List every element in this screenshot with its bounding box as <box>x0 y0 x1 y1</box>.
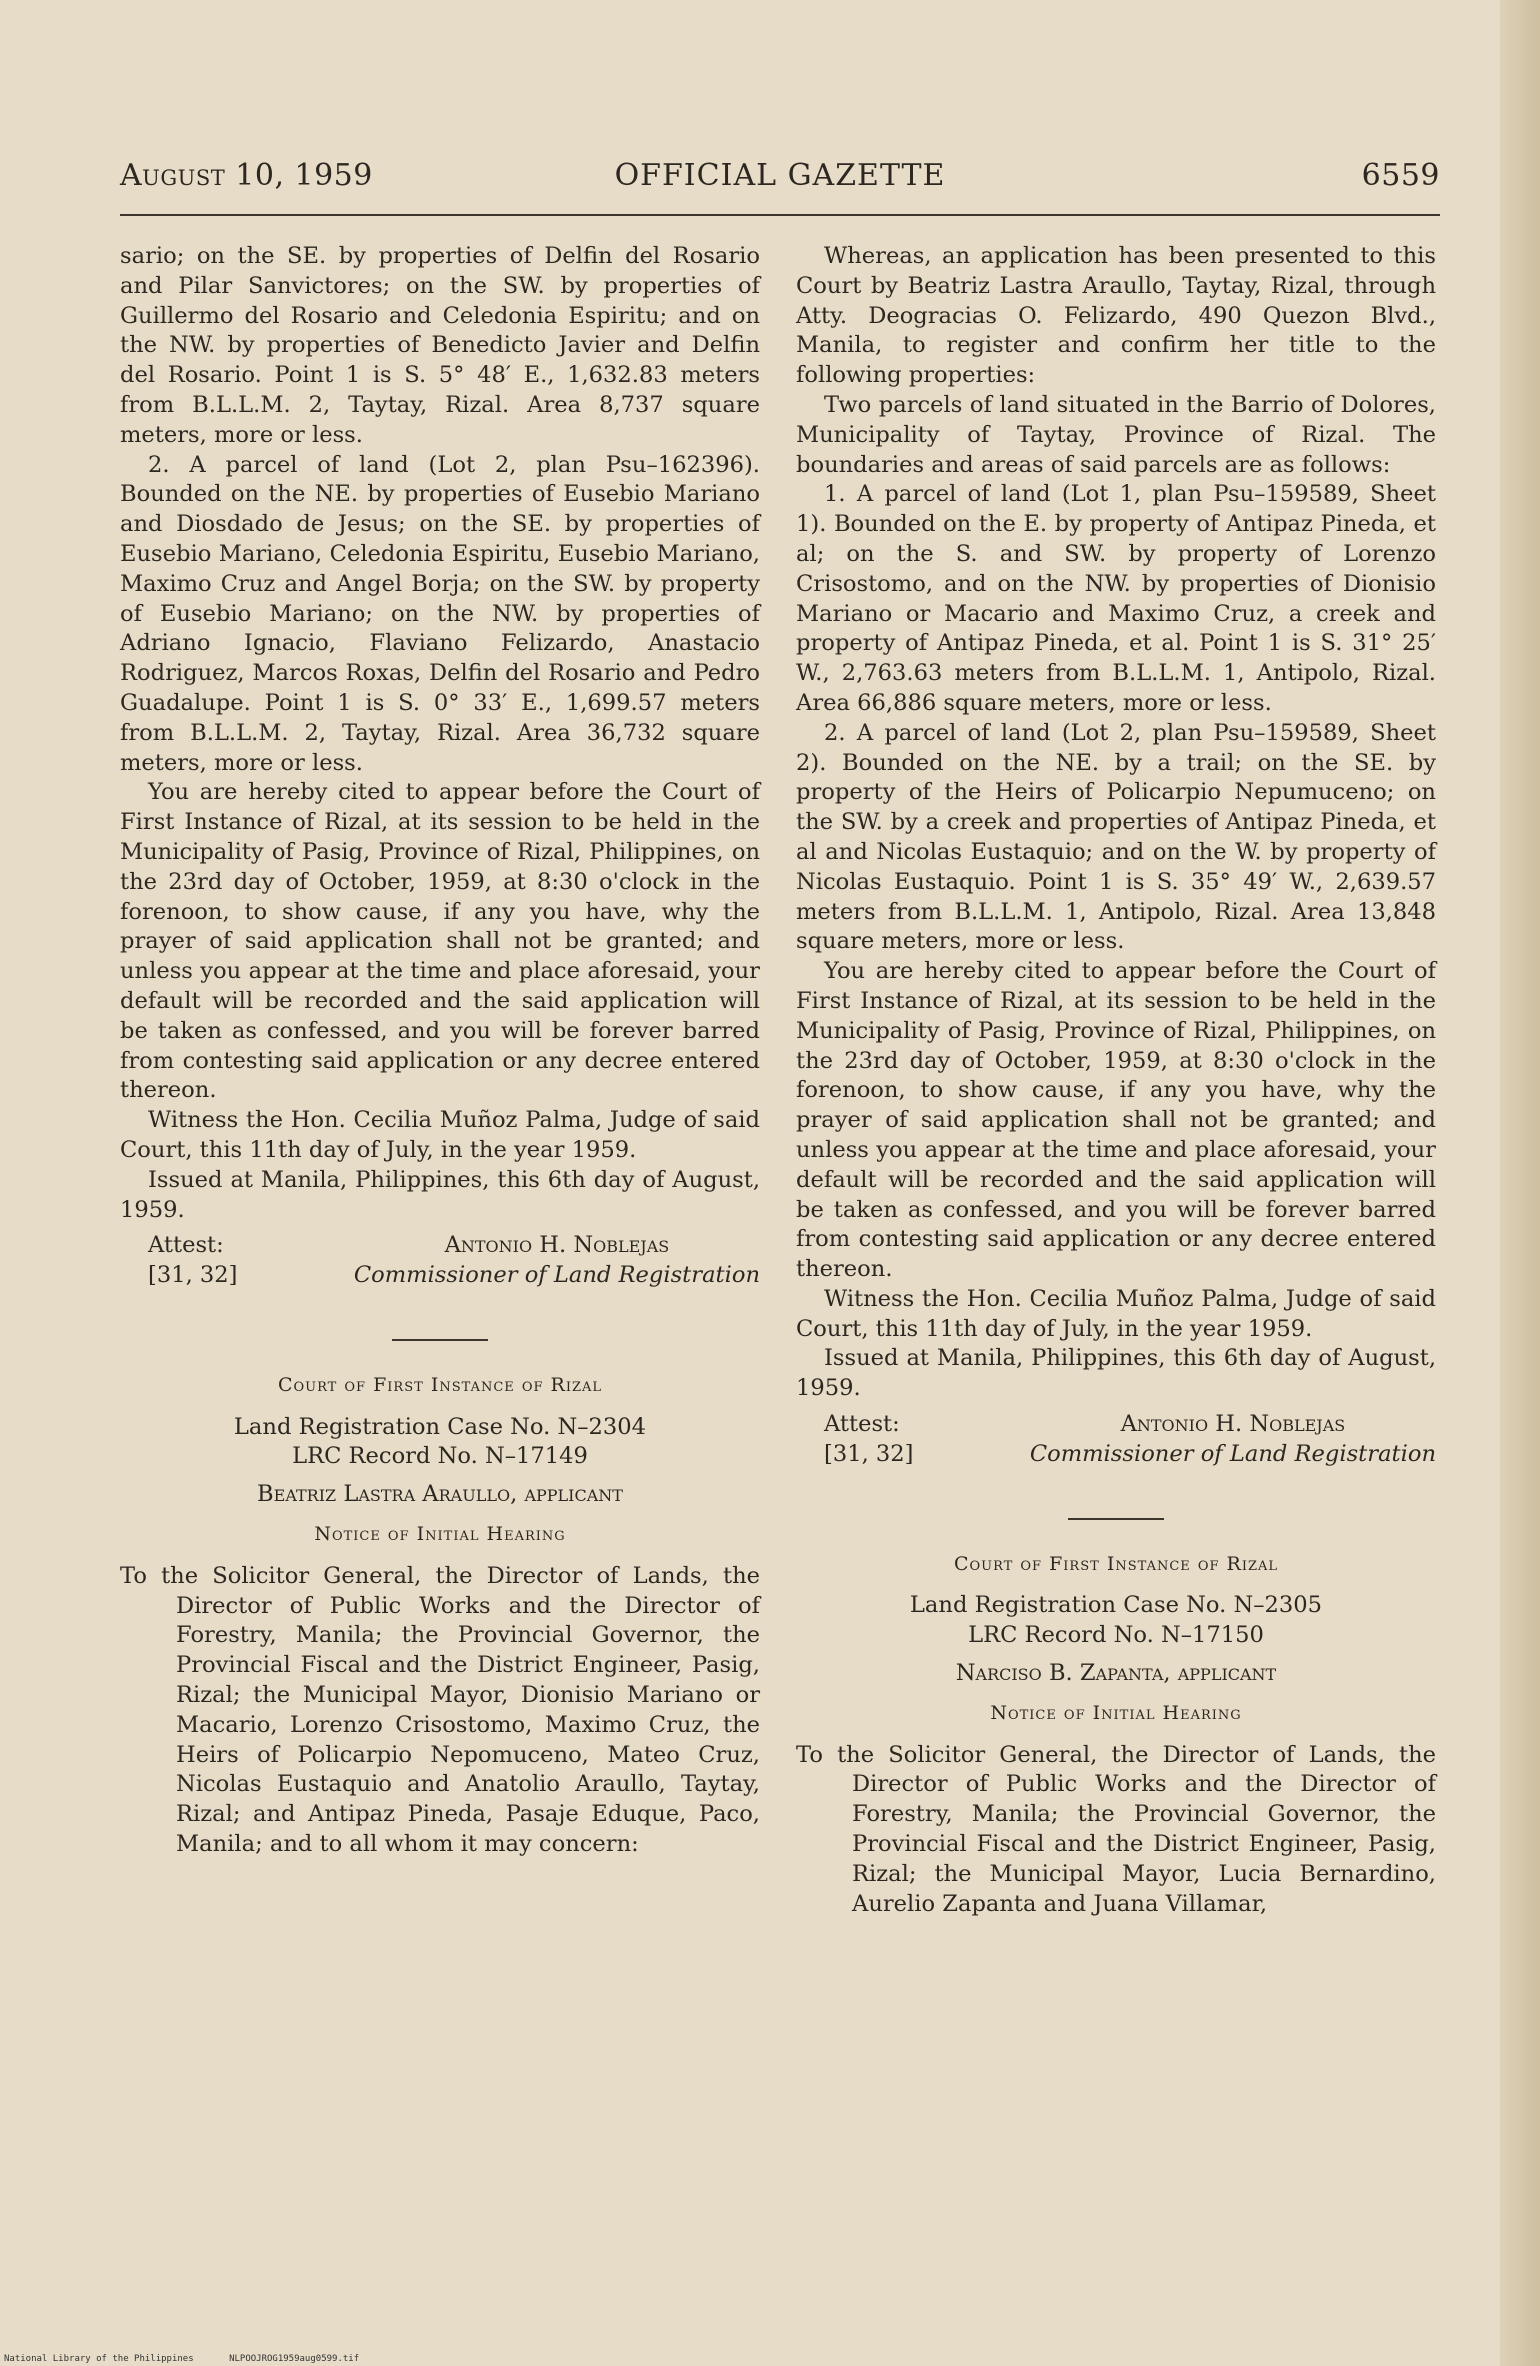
attest-label: Attest: <box>148 1232 224 1259</box>
header-title: OFFICIAL GAZETTE <box>614 158 946 193</box>
left-column <box>120 242 760 1860</box>
paragraph: Issued at Manila, Philippines, this 6th day of August, 1959. <box>120 1166 760 1223</box>
case-number: Land Registration Case No. N–2305 <box>909 1592 1323 1619</box>
paragraph: Whereas, an application has been presented to this Court by Beatriz Lastra Araullo, Taytay, Rizal, through Atty. Deogracias O. Felizardo, 490 Quezon Blvd., Manila, to register and confirm her title to the following properties: <box>796 243 1436 389</box>
paragraph: You are hereby cited to appear before the Court of First Instance of Rizal, at its session to be held in the Municipality of Pasig, Province of Rizal, Philippines, on the 23rd day of October, 1959, at 8:30 o'clock in the forenoon, to show cause, if any you have, why the prayer of said application shall not be granted; and unless you appear at the time and place aforesaid, your default will be recorded and the said application will be taken as confessed, and you will be forever barred from contesting said application or any decree entered thereon. <box>796 958 1436 1283</box>
record-number: LRC Record No. N–17150 <box>968 1622 1264 1649</box>
footer-file: NLPOOJROG1959aug0599.tif <box>229 2354 360 2364</box>
court-heading: Court of First Instance of Rizal <box>277 1373 603 1396</box>
notice-heading: Notice of Initial Hearing <box>314 1523 566 1546</box>
paragraph: Issued at Manila, Philippines, this 6th day of August, 1959. <box>796 1345 1436 1402</box>
paragraph: sario; on the SE. by properties of Delfin del Rosario and Pilar Sanvictores; on the SW. by properties of Guillermo del Rosario and Celedonia Espiritu; and on the NW. by properties of Benedicto Javier and Delfin del Rosario. Point 1 is S. 5° 48′ E., 1,632.83 meters from B.L.L.M. 2, Taytay, Rizal. Area 8,737 square meters, more or less. <box>120 243 760 448</box>
right-column <box>796 242 1436 1919</box>
paragraph: 2. A parcel of land (Lot 2, plan Psu–159589, Sheet 2). Bounded on the NE. by a trail; on the SE. by property of the Heirs of Policarpio Nepumuceno; on the SW. by a creek and properties of Antipaz Pineda, et al and Nicolas Eustaquio; and on the W. by property of Nicolas Eustaquio. Point 1 is S. 35° 49′ W., 2,639.57 meters from B.L.L.M. 1, Antipolo, Rizal. Area 13,848 square meters, more or less. <box>796 719 1436 955</box>
header-date: August 10, 1959 <box>120 158 373 193</box>
reference-numbers: [31, 32] <box>824 1440 914 1467</box>
paragraph: Witness the Hon. Cecilia Muñoz Palma, Judge of said Court, this 11th day of July, in the year 1959. <box>796 1285 1436 1342</box>
page-header <box>120 158 1440 202</box>
paragraph: 1. A parcel of land (Lot 1, plan Psu–159589, Sheet 1). Bounded on the E. by property of Antipaz Pineda, et al; on the S. and SW. by property of Lorenzo Crisostomo, and on the NW. by properties of Dionisio Mariano or Macario and Maximo Cruz, a creek and property of Antipaz Pineda, et al. Point 1 is S. 31° 25′ W., 2,763.63 meters from B.L.L.M. 1, Antipolo, Rizal. Area 66,886 square meters, more or less. <box>796 481 1436 716</box>
paragraph: You are hereby cited to appear before the Court of First Instance of Rizal, at its session to be held in the Municipality of Pasig, Province of Rizal, Philippines, on the 23rd day of October, 1959, at 8:30 o'clock in the forenoon, to show cause, if any you have, why the prayer of said application shall not be granted; and unless you appear at the time and place aforesaid, your default will be recorded and the said application will be taken as confessed, and you will be forever barred from contesting said application or any decree entered thereon. <box>120 779 760 1104</box>
attestation <box>796 1410 1436 1470</box>
addressees: To the Solicitor General, the Director of Lands, the Director of Public Works and the Director of Forestry, Manila; the Provincial Governor, the Provincial Fiscal and the District Engineer, Pasig, Rizal; the Municipal Mayor, Lucia Bernardino, Aurelio Zapanta and Juana Villamar, <box>796 1741 1436 1917</box>
header-rule <box>120 214 1440 216</box>
signer-name: Antonio H. Noblejas <box>444 1232 670 1259</box>
attest-label: Attest: <box>824 1411 900 1438</box>
case-number: Land Registration Case No. N–2304 <box>233 1413 647 1440</box>
record-number: LRC Record No. N–17149 <box>292 1443 588 1470</box>
addressees: To the Solicitor General, the Director of Lands, the Director of Public Works and the Director of Forestry, Manila; the Provincial Governor, the Provincial Fiscal and the District Engineer, Pasig, Rizal; the Municipal Mayor, Dionisio Mariano or Macario, Lorenzo Crisostomo, Maximo Cruz, the Heirs of Policarpio Nepomuceno, Mateo Cruz, Nicolas Eustaquio and Anatolio Araullo, Taytay, Rizal; and Antipaz Pineda, Pasaje Eduque, Paco, Manila; and to all whom it may concern: <box>120 1562 760 1858</box>
header-page-number: 6559 <box>1361 158 1440 193</box>
section-divider <box>1068 1518 1164 1520</box>
attestation <box>120 1231 760 1291</box>
paragraph: Witness the Hon. Cecilia Muñoz Palma, Judge of said Court, this 11th day of July, in the year 1959. <box>120 1107 760 1163</box>
reference-numbers: [31, 32] <box>148 1262 238 1289</box>
applicant: Narciso B. Zapanta, applicant <box>955 1660 1277 1687</box>
paragraph: Two parcels of land situated in the Barrio of Dolores, Municipality of Taytay, Province of Rizal. The boundaries and areas of said parcels are as follows: <box>796 391 1436 478</box>
scan-footer <box>4 2354 389 2364</box>
court-heading: Court of First Instance of Rizal <box>953 1552 1279 1575</box>
footer-library: National Library of the Philippines <box>4 2354 194 2364</box>
section-divider <box>392 1339 488 1341</box>
paragraph: 2. A parcel of land (Lot 2, plan Psu–162396). Bounded on the NE. by properties of Eusebio Mariano and Diosdado de Jesus; on the SE. by properties of Eusebio Mariano, Celedonia Espiritu, Eusebio Mariano, Maximo Cruz and Angel Borja; on the SW. by property of Eusebio Mariano; on the NW. by properties of Adriano Ignacio, Flaviano Felizardo, Anastacio Rodriguez, Marcos Roxas, Delfin del Rosario and Pedro Guadalupe. Point 1 is S. 0° 33′ E., 1,699.57 meters from B.L.L.M. 2, Taytay, Rizal. Area 36,732 square meters, more or less. <box>120 451 760 776</box>
page-edge <box>1500 0 1540 2366</box>
signer-role: Commissioner of Land Registration <box>1029 1440 1436 1467</box>
applicant: Beatriz Lastra Araullo, applicant <box>257 1481 623 1508</box>
signer-name: Antonio H. Noblejas <box>1120 1411 1346 1438</box>
notice-heading: Notice of Initial Hearing <box>990 1701 1242 1724</box>
signer-role: Commissioner of Land Registration <box>353 1262 760 1289</box>
